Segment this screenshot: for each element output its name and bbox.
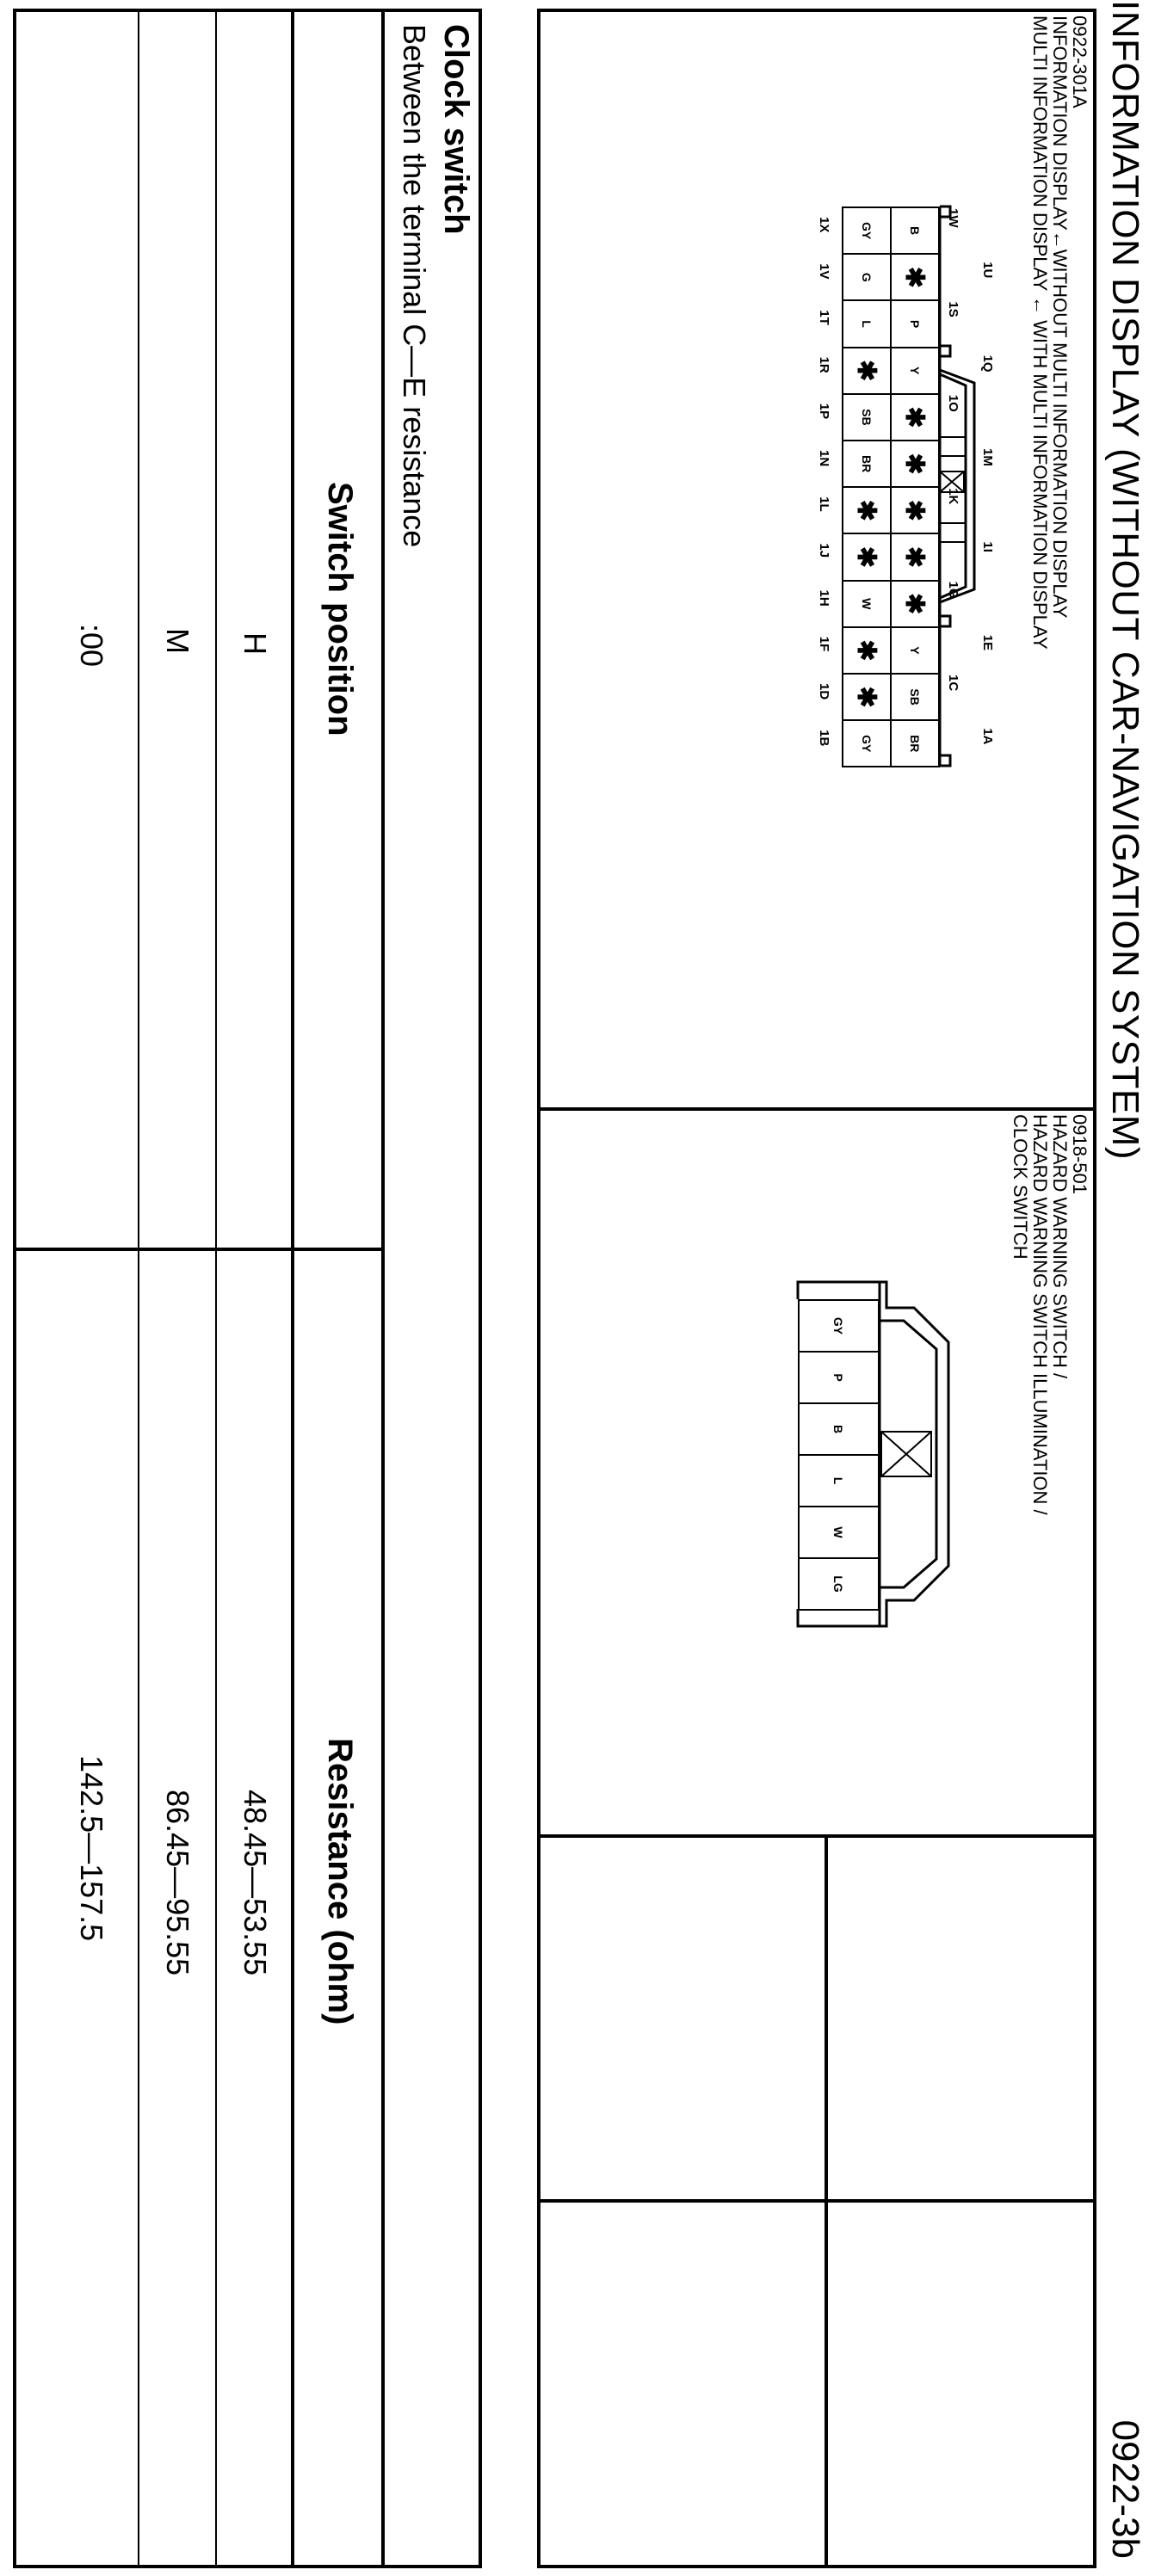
pin-label-1s: 1S (946, 301, 960, 317)
connector-description: HAZARD WARNING SWITCH ILLUMINATION / (1029, 1114, 1051, 1515)
pin-label-1r: 1R (817, 356, 831, 373)
divider (537, 1107, 1096, 1111)
pin-label-1q: 1Q (980, 354, 995, 373)
pin-label-1h: 1H (817, 589, 831, 607)
table-cell-switch-position: M (160, 628, 195, 654)
connector-diagram-0918-501 (776, 1273, 983, 1652)
connector-wire-cell: W (798, 1506, 880, 1559)
connector-pin-cell: ✱ (890, 393, 940, 441)
pin-label-1t: 1T (817, 310, 831, 325)
pin-label-1d: 1D (817, 683, 831, 700)
connector-pin-cell: Y (890, 626, 940, 675)
pin-label-1w: 1W (946, 208, 960, 228)
table-cell-switch-position: H (238, 632, 273, 655)
connector-pin-cell: ✱ (890, 580, 940, 628)
section-heading: Clock switch (437, 24, 475, 235)
connector-wire-cell: L (798, 1454, 880, 1507)
pin-label-1l: 1L (817, 496, 831, 512)
connector-pin-cell: GY (842, 719, 892, 767)
connector-pin-cell: ✱ (890, 253, 940, 301)
column-header-resistance: Resistance (ohm) (321, 1738, 359, 2025)
pin-label-1n: 1N (817, 450, 831, 467)
connector-pin-cell: SB (842, 393, 892, 441)
page-number: 0922-3b (1104, 2419, 1146, 2559)
connector-diagram-0922-301a (759, 198, 1000, 886)
divider (381, 9, 385, 2568)
pin-label-1j: 1J (817, 543, 831, 558)
connector-description: CLOCK SWITCH (1010, 1114, 1031, 1260)
connector-pin-cell: ✱ (890, 440, 940, 488)
pin-label-1f: 1F (817, 636, 831, 652)
pin-label-1p: 1P (817, 403, 831, 420)
divider (138, 9, 139, 2568)
connector-pin-cell: W (842, 580, 892, 628)
pin-label-1u: 1U (980, 262, 995, 279)
pin-label-1m: 1M (980, 448, 995, 466)
connector-wire-cell: LG (798, 1557, 880, 1611)
connector-pin-cell: G (842, 253, 892, 301)
connector-pin-cell: ✱ (842, 486, 892, 534)
pin-label-1x: 1X (817, 217, 831, 233)
page-title: INFORMATION DISPLAY (WITHOUT CAR-NAVIGATION SYSTEM) (1104, 0, 1146, 1161)
connector-pin-cell: BR (842, 440, 892, 488)
connector-pin-cell: Y (890, 347, 940, 395)
connector-pin-cell: GY (842, 206, 892, 255)
connector-code: 0922-301A (1069, 15, 1090, 108)
pin-label-1g: 1G (946, 581, 960, 599)
pin-label-1i: 1I (980, 541, 995, 552)
connector-pin-cell: B (890, 206, 940, 255)
connector-pin-cell: ✱ (842, 673, 892, 721)
connector-code: 0918-501 (1069, 1114, 1090, 1194)
column-header-switch-position: Switch position (321, 482, 359, 736)
table-cell-switch-position: :00 (74, 624, 109, 668)
divider (291, 9, 294, 2568)
connector-description: INFORMATION DISPLAY←WITHOUT MULTI INFORMATION DISPLAY (1049, 15, 1071, 619)
pin-label-1a: 1A (980, 728, 995, 745)
pin-label-1k: 1K (946, 488, 960, 505)
connector-pin-cell: ✱ (890, 533, 940, 581)
table-cell-resistance: 86.45—95.55 (160, 1790, 195, 1976)
divider (537, 1834, 1096, 1838)
connector-pin-cell: ✱ (842, 626, 892, 675)
section-subheading: Between the terminal C—E resistance (397, 24, 432, 548)
connector-description: MULTI INFORMATION DISPLAY ← WITH MULTI INFORMATION DISPLAY (1029, 15, 1051, 650)
connector-wire-cell: B (798, 1402, 880, 1456)
connector-pin-cell: ✱ (890, 486, 940, 534)
divider (215, 9, 217, 2568)
connector-pin-cell: ✱ (842, 347, 892, 395)
connector-pin-cell: P (890, 299, 940, 348)
pin-label-1e: 1E (980, 634, 995, 651)
pin-label-1v: 1V (817, 263, 831, 280)
connector-pin-cell: ✱ (842, 533, 892, 581)
table-cell-resistance: 142.5—157.5 (74, 1755, 109, 1942)
column-divider (13, 1248, 385, 1251)
table-cell-resistance: 48.45—53.55 (238, 1790, 273, 1976)
connector-wire-cell: GY (798, 1299, 880, 1353)
connector-pin-cell: SB (890, 673, 940, 721)
pin-label-1o: 1O (946, 394, 960, 412)
connector-wire-cell: P (798, 1351, 880, 1404)
pin-label-1c: 1C (946, 675, 960, 692)
divider (825, 1834, 828, 2568)
connector-pin-cell: BR (890, 719, 940, 767)
connector-description: HAZARD WARNING SWITCH / (1049, 1114, 1071, 1379)
divider (537, 2199, 1096, 2203)
pin-label-1b: 1B (817, 730, 831, 747)
connector-pin-cell: L (842, 299, 892, 348)
